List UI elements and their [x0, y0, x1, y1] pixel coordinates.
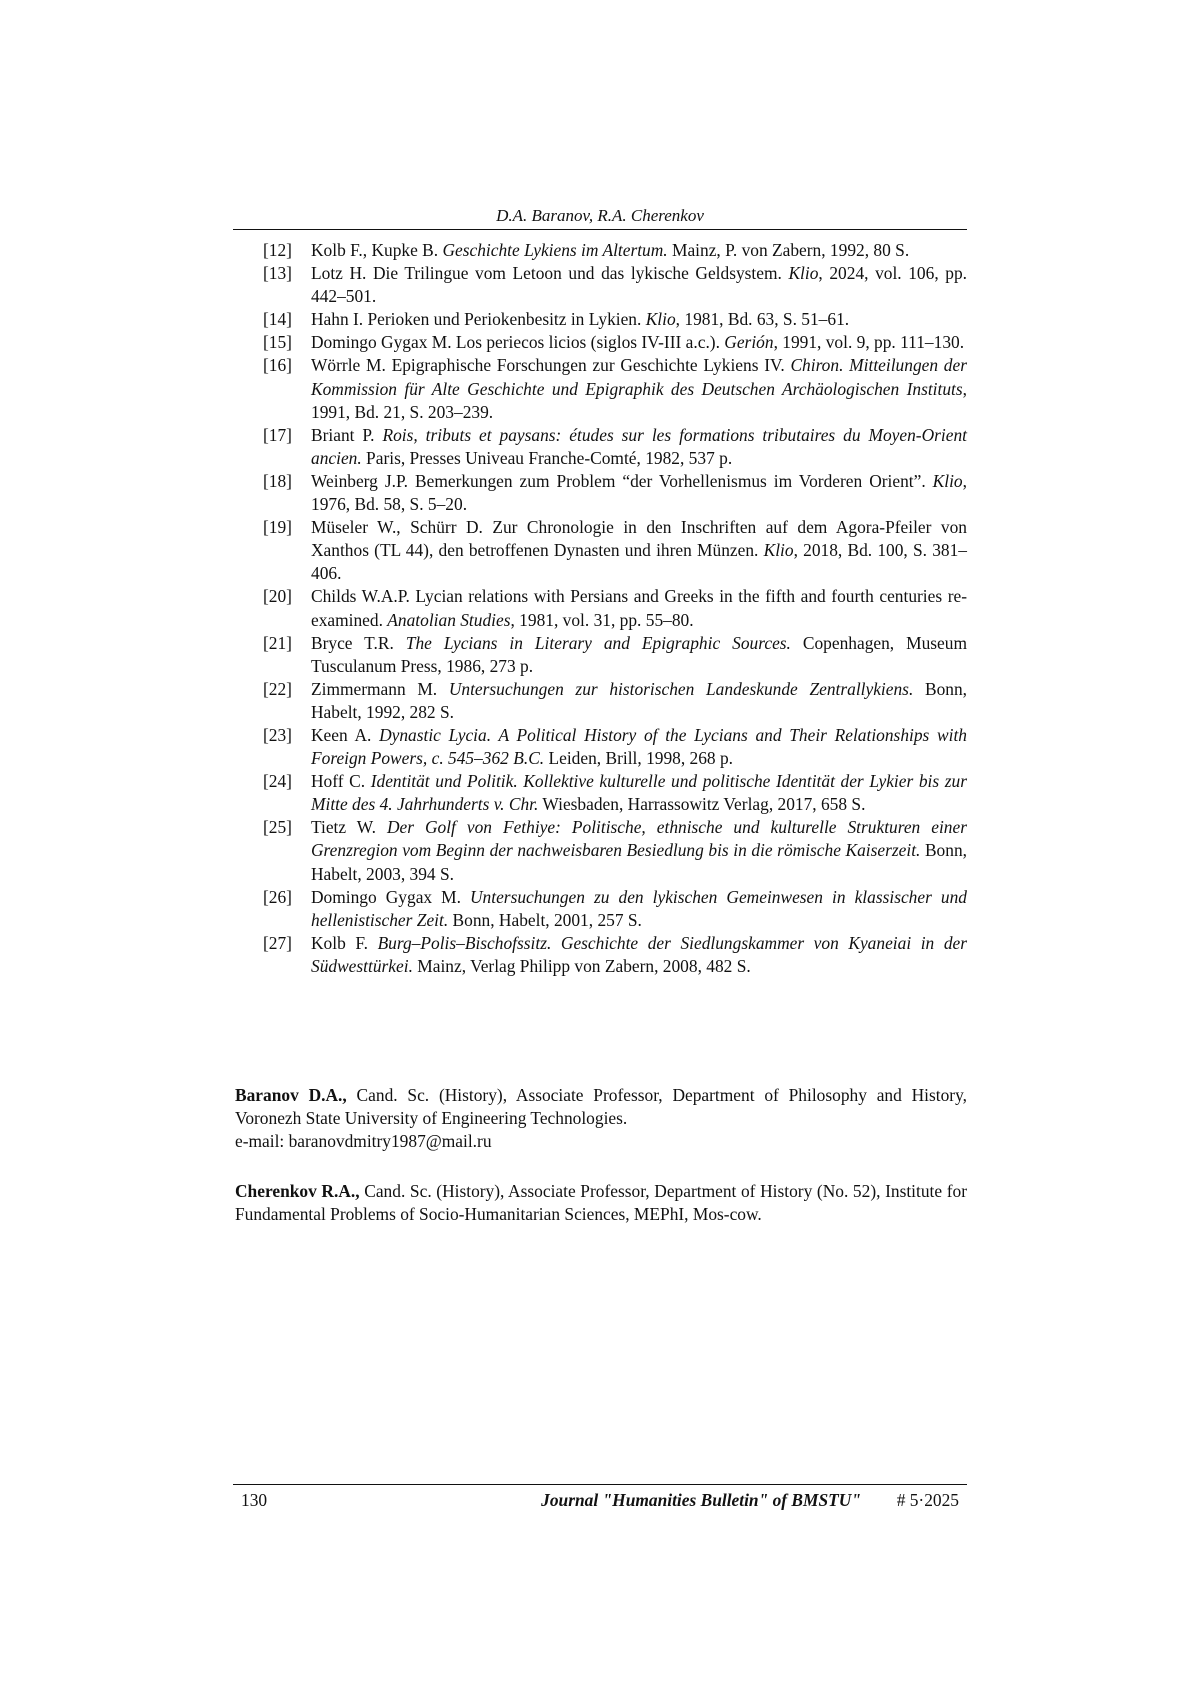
reference-text: Hahn I. Perioken und Periokenbesitz in Lykien. Klio, 1981, Bd. 63, S. 51–61.: [311, 309, 850, 330]
reference-list: [263, 239, 967, 978]
reference-number: [26]: [263, 886, 292, 907]
reference-item: [263, 354, 967, 423]
reference-number: [12]: [263, 240, 292, 260]
reference-item: [263, 678, 967, 724]
reference-number: [20]: [263, 586, 292, 607]
reference-item: [263, 470, 967, 516]
reference-number: [25]: [263, 817, 292, 838]
reference-number: [21]: [263, 632, 292, 653]
author-name: Baranov D.A.,: [235, 1085, 347, 1105]
reference-item: [263, 331, 967, 354]
reference-text: Briant P. Rois, tributs et paysans: études sur les formations tributaires du Moyen-Orient ancien. Paris, Presses Univeau Franche-Comté, 1982, 537 p.: [311, 424, 967, 468]
reference-item: [263, 585, 967, 631]
reference-item: [263, 424, 967, 470]
author-name: Cherenkov R.A.,: [235, 1181, 360, 1201]
page-footer: [233, 1488, 967, 1514]
reference-item: [263, 770, 967, 816]
reference-item: [263, 239, 967, 262]
reference-text: Bryce T.R. The Lycians in Literary and Epigraphic Sources. Copenhagen, Museum Tusculanum Press, 1986, 273 p.: [311, 632, 967, 676]
reference-text: Keen A. Dynastic Lycia. A Political History of the Lycians and Their Relationships with Foreign Powers, c. 545–362 B.C. Leiden, Brill, 1998, 268 p.: [311, 724, 967, 769]
reference-text: Müseler W., Schürr D. Zur Chronologie in den Inschriften auf dem Agora-Pfeiler von Xanthos (TL 44), den betroffenen Dynasten und ihren Münzen. Klio, 2018, Bd. 100, S. 381–406.: [311, 517, 967, 584]
reference-number: [23]: [263, 724, 292, 745]
author-bio-baranov: [235, 1084, 967, 1153]
issue-number: # 5·2025: [896, 1490, 959, 1510]
reference-text: Kolb F. Burg–Polis–Bischofssitz. Geschichte der Siedlungskammer von Kyaneiai in der Südwesttürkei. Mainz, Verlag Philipp von Zabern, 2008, 482 S.: [311, 932, 968, 976]
reference-text: Wörrle M. Epigraphische Forschungen zur Geschichte Lykiens IV. Chiron. Mitteilungen der Kommission für Alte Geschichte und Epigraphik des Deutschen Archäologischen Instituts, 1991, Bd. 21, S. 203–239.: [311, 355, 967, 422]
reference-item: [263, 632, 967, 678]
reference-item: [263, 932, 967, 978]
footer-rule: [233, 1484, 967, 1485]
reference-number: [24]: [263, 771, 292, 792]
reference-text: Domingo Gygax M. Los periecos licios (siglos IV-III a.c.). Gerión, 1991, vol. 9, pp. 111–130.: [311, 332, 965, 353]
journal-title: Journal "Humanities Bulletin" of BMSTU": [541, 1490, 861, 1510]
reference-number: [15]: [263, 332, 292, 353]
author-email[interactable]: e-mail: baranovdmitry1987@mail.ru: [235, 1131, 492, 1152]
reference-text: Kolb F., Kupke B. Geschichte Lykiens im Altertum. Mainz, P. von Zabern, 1992, 80 S.: [311, 240, 910, 260]
reference-item: [263, 816, 967, 885]
reference-item: [263, 516, 967, 585]
reference-number: [22]: [263, 678, 292, 699]
author-affiliation: Cand. Sc. (History), Associate Professor, Department of History (No. 52), Institute for Fundamental Problems of Socio-Humanitarian Sciences, MEPhI, Mos-cow.: [235, 1181, 967, 1225]
reference-number: [18]: [263, 470, 292, 491]
reference-item: [263, 724, 967, 770]
reference-text: Childs W.A.P. Lycian relations with Persians and Greeks in the fifth and fourth centuries re-examined. Anatolian Studies, 1981, vol. 31, pp. 55–80.: [311, 586, 967, 630]
header-rule: [233, 229, 967, 230]
reference-text: Lotz H. Die Trilingue vom Letoon und das lykische Geldsystem. Klio, 2024, vol. 106, pp. 442–501.: [311, 263, 968, 307]
reference-number: [17]: [263, 424, 292, 445]
reference-number: [27]: [263, 932, 292, 953]
page-number: 130: [241, 1490, 268, 1510]
reference-item: [263, 886, 967, 932]
reference-number: [13]: [263, 263, 292, 284]
reference-item: [263, 262, 967, 308]
reference-text: Tietz W. Der Golf von Fethiye: Politische, ethnische und kulturelle Strukturen einer Grenzregion vom Beginn der nachweisbaren Besiedlung bis in die römische Kaiserzeit. Bonn, Habelt, 2003, 394 S.: [311, 817, 967, 884]
author-affiliation: Cand. Sc. (History), Associate Professor, Department of Philosophy and History, Voronezh State University of Engineering Technologies.: [235, 1085, 968, 1129]
reference-number: [16]: [263, 355, 292, 376]
reference-text: Weinberg J.P. Bemerkungen zum Problem “der Vorhellenismus im Vorderen Orient”. Klio, 1976, Bd. 58, S. 5–20.: [311, 470, 967, 515]
author-bio-cherenkov: [235, 1180, 967, 1226]
reference-text: Domingo Gygax M. Untersuchungen zu den lykischen Gemeinwesen in klassischer und hellenistischer Zeit. Bonn, Habelt, 2001, 257 S.: [311, 886, 967, 930]
reference-number: [19]: [263, 517, 292, 538]
reference-text: Hoff C. Identität und Politik. Kollektive kulturelle und politische Identität der Lykier bis zur Mitte des 4. Jahrhunderts v. Chr. Wiesbaden, Harrassowitz Verlag, 2017, 658 S.: [311, 771, 967, 815]
reference-number: [14]: [263, 309, 292, 330]
running-head: D.A. Baranov, R.A. Cherenkov: [496, 206, 704, 225]
reference-item: [263, 308, 967, 331]
reference-text: Zimmermann M. Untersuchungen zur historischen Landeskunde Zentrallykiens. Bonn, Habelt, 1992, 282 S.: [311, 678, 967, 722]
